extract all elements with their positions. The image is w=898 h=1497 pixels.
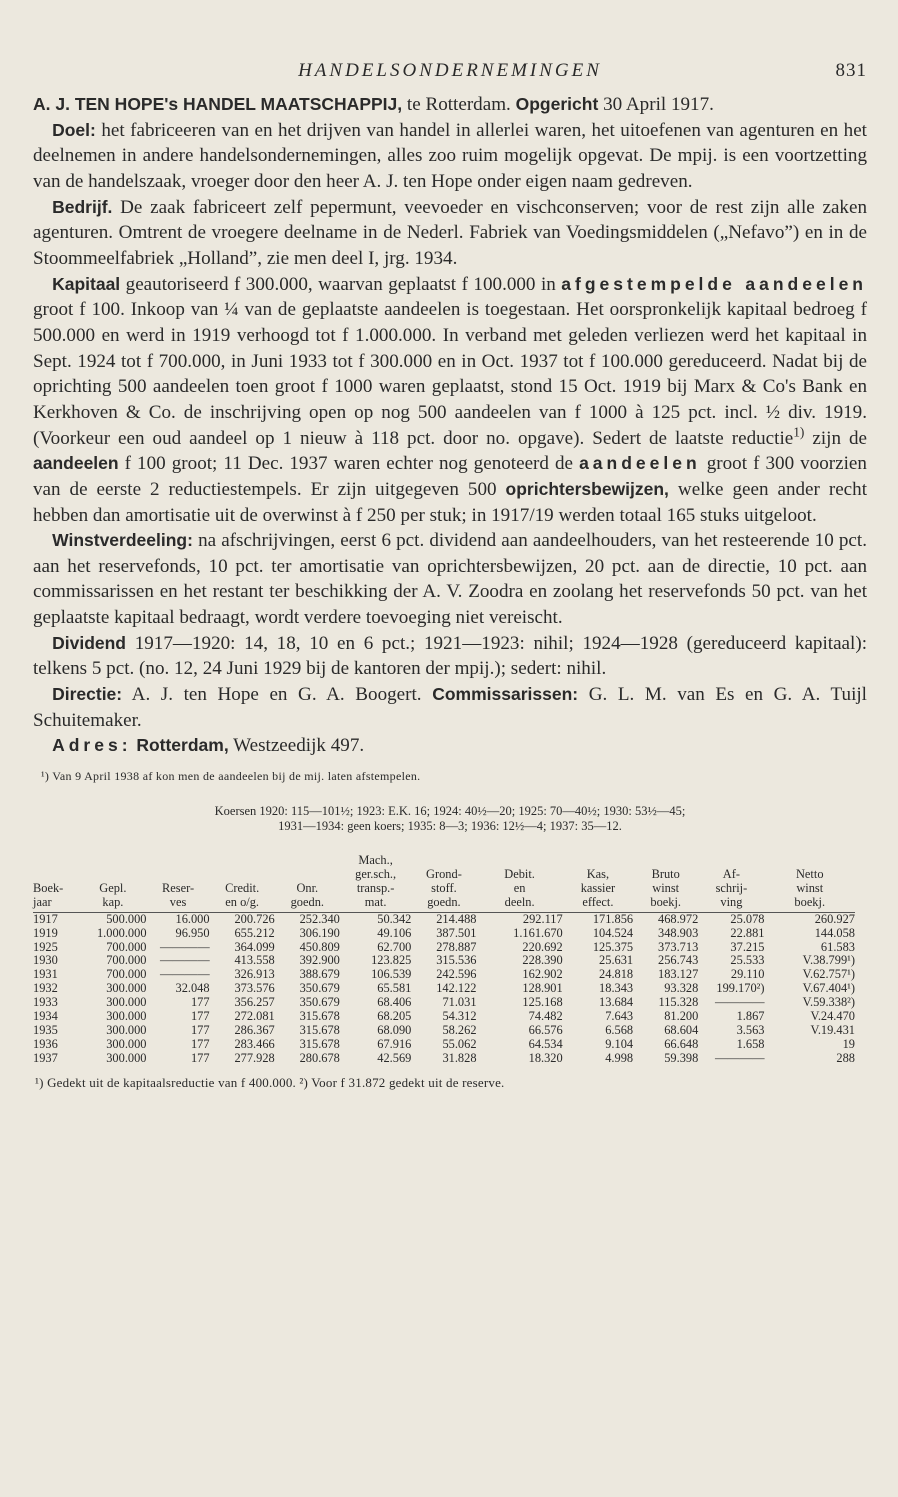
table-cell: 286.367 — [234, 1022, 275, 1037]
table-cell: 68.604 — [664, 1022, 699, 1037]
table-cell: 61.583 — [820, 939, 855, 954]
table-cell: 300.000 — [106, 981, 147, 996]
column-header-cell: Reser- — [162, 880, 195, 895]
table-cell: 200.726 — [234, 911, 275, 926]
table-cell: 306.190 — [299, 925, 340, 940]
directie-text: A. J. ten Hope en G. A. Boogert. — [131, 684, 422, 706]
column-header-cell: Credit. — [225, 880, 260, 895]
table-cell: 288 — [836, 1050, 855, 1065]
table-cell: 106.539 — [371, 967, 412, 982]
table-body — [33, 912, 855, 1065]
column-header-cell: Netto — [795, 866, 824, 881]
table-cell: 125.375 — [592, 939, 634, 954]
table-cell: 350.679 — [299, 981, 340, 996]
column-header-cell: Onr. — [296, 880, 319, 895]
table-cell: 67.916 — [377, 1036, 412, 1051]
financial-table — [33, 854, 855, 1066]
running-title: HANDELSONDERNEMINGEN — [298, 60, 602, 81]
table-cell: V.24.470 — [810, 1009, 855, 1024]
row-year-cell: 1925 — [33, 939, 58, 954]
row-year-cell: 1930 — [33, 953, 58, 968]
table-row — [33, 1052, 855, 1066]
table-cell: 162.902 — [522, 967, 563, 982]
table-cell: 25.533 — [730, 953, 765, 968]
column-header-cell: jaar — [33, 896, 79, 912]
table-cell: 256.743 — [658, 953, 699, 968]
column-header-cell: ving — [698, 896, 764, 912]
kapitaal-spaced-1: afgestempelde aandeelen — [561, 273, 867, 294]
koersen-line-2: 1931—1934: geen koers; 1935: 8—3; 1936: 12½—4; 1937: 35—12. — [278, 819, 622, 834]
table-cell: 300.000 — [106, 1009, 147, 1024]
table-cell: 18.320 — [528, 1050, 563, 1065]
table-cell: 1.161.670 — [513, 925, 563, 940]
table-cell: 62.700 — [377, 939, 412, 954]
doel-text: het fabriceeren van en het drijven van handel in allerlei waren, het uitoefenen van agenturen en het deelnemen in andere handelsondernemingen, alles zoo ruim mogelijk opgevat. De mpij. is een voortzetting van de handelszaak, vroeger door den heer A. J. ten Hope onder eigen naam gedreven. — [33, 119, 867, 192]
table-row — [33, 982, 855, 996]
dividend-label: Dividend — [52, 632, 126, 653]
column-header-cell: Boek- — [33, 880, 64, 895]
table-cell: 199.170²) — [716, 981, 765, 996]
table-cell: 31.828 — [442, 1050, 477, 1065]
table-cell: 18.343 — [599, 981, 634, 996]
table-cell: 71.031 — [442, 995, 477, 1010]
table-row — [33, 996, 855, 1010]
table-cell: 93.328 — [664, 981, 699, 996]
kapitaal-text-2: groot f 100. Inkoop van ¼ van de geplaatste aandeelen is toegestaan. Het oorspronkelijk kapitaal bedroeg f 500.000 en werd in 1919 verhoogd tot f 1.000.000. In verband met geleden verliezen werd het kapitaal in Sept. 1924 tot f 700.000, in Juni 1933 tot f 300.000 en in Oct. 1937 tot f 100.000 gereduceerd. Nadat bij de oprichting 500 aandeelen toen groot f 1000 waren geplaatst, stond 15 Oct. 1919 bij Marx & Co's Bank en Kerkhoven & Co. de inschrijving open op nog 500 aandeelen van f 1000 à 125 pct. incl. ½ div. 1919. (Voorkeur een oud aandeel op 1 nieuw à 118 pct. door no. opgave). Sedert de laatste reductie — [33, 299, 867, 449]
table-cell: 68.205 — [377, 1009, 412, 1024]
row-year-cell: 1937 — [33, 1050, 58, 1065]
table-cell: 115.328 — [658, 995, 699, 1010]
table-cell: ———— — [160, 953, 210, 968]
column-header-cell: Debit. — [504, 866, 535, 881]
table-cell: 96.950 — [175, 925, 210, 940]
column-header-cell — [563, 854, 633, 868]
table-cell: 64.534 — [528, 1036, 563, 1051]
row-year-cell: 1931 — [33, 967, 58, 982]
row-year-cell: 1917 — [33, 911, 58, 926]
company-name: A. J. TEN HOPE's HANDEL MAATSCHAPPIJ, — [33, 94, 403, 114]
table-header-row — [33, 882, 855, 896]
winst-text: na afschrijvingen, eerst 6 pct. dividend aan aandeelhouders, van het resteerende 10 pct. aan het reservefonds, 10 pct. ter amortisatie van oprichtersbewijzen, 20 pct. aan de directie, 10 pct. aan commissarissen en het restant ter beschikking der A. V. Zoodra en zoolang het reservefonds 50 pct. van het geplaatste kapitaal bedraagt, wordt verdere toevoeging niet vereischt. — [33, 530, 867, 629]
column-header-cell: goedn. — [411, 896, 476, 912]
founded-date: 30 April 1917. — [603, 94, 714, 115]
table-cell: 373.713 — [658, 939, 699, 954]
table-cell: 655.212 — [234, 925, 275, 940]
column-header-cell: en o/g. — [210, 896, 275, 912]
table-cell: 32.048 — [175, 981, 210, 996]
table-cell: 144.058 — [814, 925, 855, 940]
table-cell: 177 — [190, 1022, 210, 1037]
table-cell: 277.928 — [234, 1050, 275, 1065]
founded-label: Opgericht — [515, 94, 599, 114]
table-cell: 22.881 — [730, 925, 765, 940]
kapitaal-text-4: f 100 groot; 11 Dec. 1937 waren echter nog genoteerd de — [124, 453, 574, 475]
kapitaal-text-3: zijn de — [812, 427, 867, 449]
table-cell: 183.127 — [658, 967, 699, 982]
table-cell: 214.488 — [436, 911, 477, 926]
kapitaal-bold-1: aandeelen — [33, 453, 119, 474]
table-cell: 123.825 — [371, 953, 412, 968]
table-cell: 25.078 — [730, 911, 765, 926]
bedrijf-text: De zaak fabriceert zelf pepermunt, veevoeder en vischconserven; voor de rest zijn alle zaken agenturen. Omtrent de vroegere deelname in de Nederl. Fabriek van Voedingsmiddelen („Nefavo”) en in de Stoommeelfabriek „Holland”, zie men deel I, jrg. 1934. — [33, 196, 867, 269]
column-header-cell — [147, 854, 210, 868]
column-header-cell — [210, 868, 275, 882]
kapitaal-bold-2: oprichtersbewijzen, — [505, 478, 669, 499]
table-cell: 392.900 — [299, 953, 340, 968]
table-cell: 500.000 — [106, 911, 147, 926]
table-cell: 65.581 — [377, 981, 412, 996]
table-head — [33, 854, 855, 912]
table-cell: V.38.799¹) — [802, 953, 855, 968]
table-cell: 25.631 — [599, 953, 634, 968]
row-year-cell: 1935 — [33, 1022, 58, 1037]
table-cell: 9.104 — [605, 1036, 634, 1051]
table-cell: 1.867 — [736, 1009, 765, 1024]
table-cell: 387.501 — [436, 925, 477, 940]
table-cell: 1.658 — [736, 1036, 765, 1051]
table-cell: 700.000 — [106, 939, 147, 954]
table-cell: ———— — [714, 1050, 765, 1065]
table-cell: 66.648 — [664, 1036, 699, 1051]
column-header-cell: deeln. — [477, 896, 563, 912]
column-header-cell: Grond- — [426, 866, 462, 881]
table-cell: V.67.404¹) — [802, 981, 855, 996]
column-header-cell — [79, 868, 146, 882]
table-cell: 700.000 — [106, 953, 147, 968]
column-header-cell: Af- — [722, 866, 740, 881]
adres-street: Westzeedijk 497. — [233, 735, 365, 757]
column-header-cell: winst — [796, 880, 824, 895]
table-header-row — [33, 868, 855, 882]
table-cell: 59.398 — [664, 1050, 699, 1065]
table-row — [33, 941, 855, 955]
table-cell: 1.000.000 — [96, 925, 147, 940]
table-cell: 19 — [842, 1036, 855, 1051]
table-row — [33, 954, 855, 968]
table-cell: ———— — [160, 967, 210, 982]
table-row — [33, 1010, 855, 1024]
table-cell: 315.678 — [299, 1009, 340, 1024]
column-header-cell: kap. — [79, 896, 146, 912]
table-cell: V.62.757¹) — [802, 967, 855, 982]
bedrijf-label: Bedrijf. — [52, 196, 113, 217]
column-header-cell — [477, 854, 563, 868]
table-row — [33, 1038, 855, 1052]
doel-label: Doel: — [52, 119, 96, 140]
table-cell: 177 — [190, 1036, 210, 1051]
table-cell: V.19.431 — [810, 1022, 855, 1037]
table-cell: V.59.338²) — [802, 995, 855, 1010]
table-cell: 283.466 — [234, 1036, 275, 1051]
column-header-cell: stoff. — [431, 880, 457, 895]
table-cell: 128.901 — [522, 981, 563, 996]
commissarissen-label: Commissarissen: — [432, 684, 579, 705]
column-header-cell — [765, 854, 856, 868]
table-header-row — [33, 896, 855, 912]
table-cell: 7.643 — [605, 1009, 634, 1024]
column-header-cell — [275, 854, 340, 868]
column-header-cell — [275, 868, 340, 882]
table-cell: 24.818 — [599, 967, 634, 982]
table-row — [33, 912, 855, 926]
column-header-cell: Mach., — [358, 853, 393, 868]
column-header-cell: transp.- — [356, 880, 395, 895]
table-row — [33, 927, 855, 941]
column-header-cell: schrij- — [715, 880, 748, 895]
column-header-cell — [33, 868, 79, 882]
table-cell: ———— — [160, 939, 210, 954]
table-cell: 177 — [190, 995, 210, 1010]
row-year-cell: 1936 — [33, 1036, 58, 1051]
table-cell: 68.406 — [377, 995, 412, 1010]
table-cell: 364.099 — [234, 939, 275, 954]
column-header-cell: ger.sch., — [355, 866, 397, 881]
table-cell: 49.106 — [377, 925, 412, 940]
footnote-1: ¹) Van 9 April 1938 af kon men de aandeelen bij de mij. laten afstempelen. — [41, 769, 421, 784]
table-row — [33, 968, 855, 982]
column-header-cell: effect. — [563, 896, 633, 912]
table-cell: 29.110 — [730, 967, 765, 982]
kapitaal-spaced-2: aandeelen — [579, 453, 701, 474]
table-cell: 300.000 — [106, 1036, 147, 1051]
row-year-cell: 1934 — [33, 1009, 58, 1024]
table-cell: 315.678 — [299, 1022, 340, 1037]
running-head — [33, 58, 867, 92]
table-cell: 260.927 — [814, 911, 855, 926]
table-cell: ———— — [714, 995, 765, 1010]
table-cell: 242.596 — [436, 967, 477, 982]
row-year-cell: 1919 — [33, 925, 58, 940]
table-cell: 326.913 — [234, 967, 275, 982]
table-cell: 272.081 — [234, 1009, 275, 1024]
table-cell: 278.887 — [436, 939, 477, 954]
table-cell: 292.117 — [522, 911, 563, 926]
page — [33, 58, 867, 1104]
column-header-cell: kassier — [580, 880, 616, 895]
koersen-line-1: Koersen 1920: 115—101½; 1923: E.K. 16; 1924: 40½—20; 1925: 70—40½; 1930: 53½—45; — [214, 804, 686, 819]
column-header-cell: Gepl. — [99, 880, 127, 895]
column-header-cell: ves — [147, 896, 210, 912]
table-cell: 81.200 — [664, 1009, 699, 1024]
table-cell: 55.062 — [442, 1036, 477, 1051]
table-cell: 350.679 — [299, 995, 340, 1010]
table-cell: 171.856 — [592, 911, 634, 926]
column-header-cell — [33, 854, 79, 868]
directie-label: Directie: — [52, 684, 123, 705]
commissarissen-text: G. L. M. van Es en G. A. Tuijl Schuitemaker. — [33, 684, 867, 731]
table-cell: 348.903 — [658, 925, 699, 940]
column-header-cell: winst — [652, 880, 680, 895]
column-header-cell: goedn. — [275, 896, 340, 912]
column-header-cell — [147, 868, 210, 882]
table-cell: 74.482 — [528, 1009, 563, 1024]
winst-label: Winstverdeeling: — [52, 530, 193, 551]
table-cell: 16.000 — [175, 911, 210, 926]
table-cell: 42.569 — [377, 1050, 412, 1065]
table-cell: 177 — [190, 1009, 210, 1024]
table-cell: 220.692 — [522, 939, 563, 954]
kapitaal-text-6: welke geen ander recht hebben dan amortisatie uit de overwinst à f 250 per stuk; in 1917/19 werden totaal 165 stuks uitgeloot. — [33, 478, 868, 526]
table-cell: 6.568 — [605, 1022, 634, 1037]
table-cell: 300.000 — [106, 1050, 147, 1065]
page-number: 831 — [835, 60, 867, 81]
table-cell: 300.000 — [106, 1022, 147, 1037]
entry-body — [33, 92, 867, 759]
table-cell: 700.000 — [106, 967, 147, 982]
table-cell: 50.342 — [377, 911, 412, 926]
dividend-text: 1917—1920: 14, 18, 10 en 6 pct.; 1921—1923: nihil; 1924—1928 (gereduceerd kapitaal): telkens 5 pct. (no. 12, 24 Juni 1929 bij de kantoren der mpij.); sedert: nihil. — [33, 632, 867, 680]
table-cell: 13.684 — [599, 995, 634, 1010]
table-cell: 37.215 — [730, 939, 765, 954]
table-cell: 66.576 — [528, 1022, 563, 1037]
kapitaal-text-5: groot f 300 voorzien van de eerste 2 reductiestempels. Er zijn uitgegeven 500 — [33, 453, 867, 500]
adres-label: Adres: — [52, 735, 132, 756]
column-header-cell — [79, 854, 146, 868]
column-header-cell — [633, 854, 698, 868]
table-cell: 315.678 — [299, 1036, 340, 1051]
table-cell: 280.678 — [299, 1050, 340, 1065]
table-cell: 58.262 — [442, 1022, 477, 1037]
table-cell: 252.340 — [299, 911, 340, 926]
table-cell: 54.312 — [442, 1009, 477, 1024]
kapitaal-label: Kapitaal — [52, 273, 121, 294]
table-cell: 142.122 — [436, 981, 477, 996]
kapitaal-text-1: geautoriseerd f 300.000, waarvan geplaatst f 100.000 in — [125, 273, 556, 295]
table-cell: 228.390 — [522, 953, 563, 968]
table-row — [33, 1024, 855, 1038]
column-header-cell: Kas, — [586, 866, 610, 881]
table-cell: 300.000 — [106, 995, 147, 1010]
column-header-cell: Bruto — [651, 866, 680, 881]
column-header-cell: en — [513, 880, 526, 895]
table-cell: 388.679 — [299, 967, 340, 982]
table-cell: 4.998 — [605, 1050, 634, 1065]
column-header-cell: mat. — [340, 896, 411, 912]
table-cell: 3.563 — [736, 1022, 765, 1037]
company-place: te Rotterdam. — [406, 94, 511, 115]
row-year-cell: 1932 — [33, 981, 58, 996]
column-header-cell — [411, 854, 476, 868]
table-cell: 177 — [190, 1050, 210, 1065]
footnote-ref-1: 1) — [793, 424, 805, 440]
column-header-cell — [210, 854, 275, 868]
table-cell: 413.558 — [234, 953, 275, 968]
table-cell: 450.809 — [299, 939, 340, 954]
table-cell: 468.972 — [658, 911, 699, 926]
table-cell: 104.524 — [592, 925, 634, 940]
table-header-row — [33, 854, 855, 868]
footnote-2: ¹) Gedekt uit de kapitaalsreductie van f 400.000. ²) Voor f 31.872 gedekt uit de reserve. — [35, 1074, 505, 1090]
row-year-cell: 1933 — [33, 995, 58, 1010]
koersen — [33, 804, 867, 834]
column-header-cell: boekj. — [765, 896, 856, 912]
table-cell: 356.257 — [234, 995, 275, 1010]
column-header-cell — [698, 854, 764, 868]
table-cell: 125.168 — [522, 995, 563, 1010]
table-cell: 68.090 — [377, 1022, 412, 1037]
column-header-cell: boekj. — [633, 896, 698, 912]
adres-city: Rotterdam, — [136, 735, 229, 756]
table-cell: 315.536 — [436, 953, 477, 968]
table-cell: 373.576 — [234, 981, 275, 996]
